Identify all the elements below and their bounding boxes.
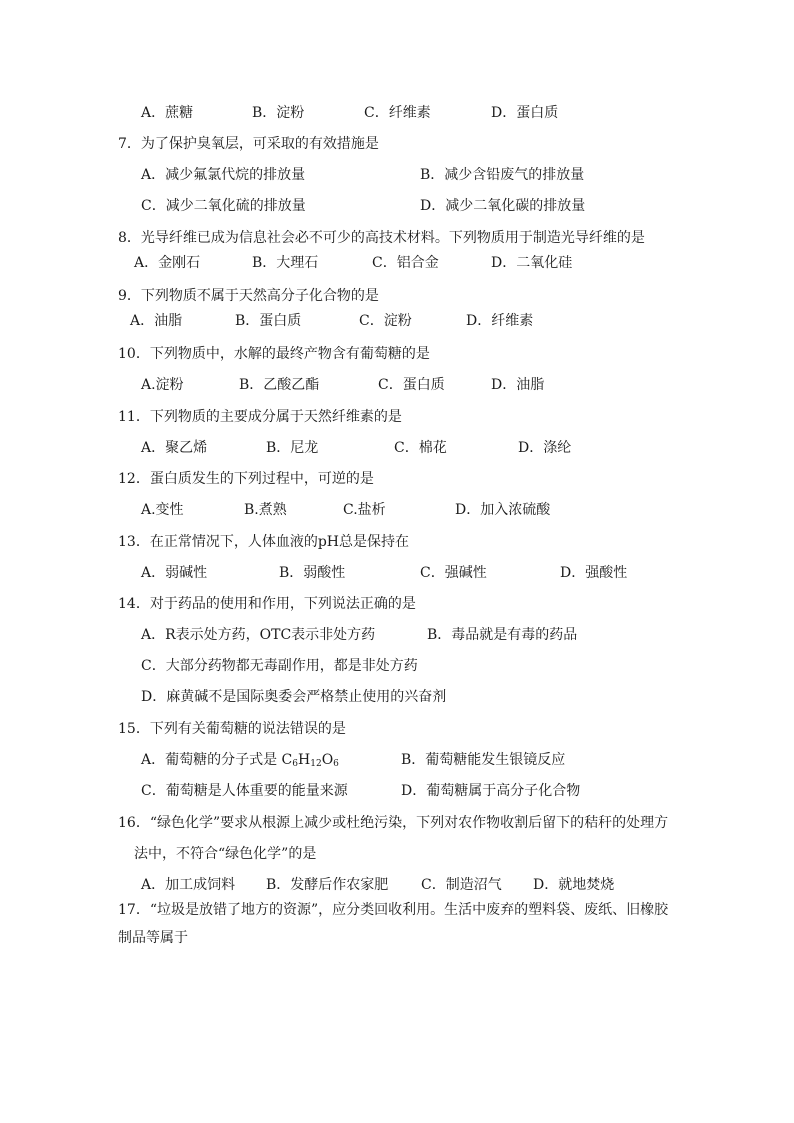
q17-stem-line1: 17．“垃圾是放错了地方的资源”，应分类回收利用。生活中废弃的塑料袋、废纸、旧橡胶 [118, 902, 669, 918]
q10-option-a: A.淀粉 [141, 377, 184, 393]
q13-option-b: B．弱酸性 [279, 565, 346, 581]
q16-option-a: A．加工成饲料 [141, 877, 236, 893]
q14-option-d: D．麻黄碱不是国际奥委会严格禁止使用的兴奋剂 [141, 689, 447, 705]
q12-option-a: A.变性 [141, 502, 184, 518]
q9-option-d: D．纤维素 [466, 313, 534, 329]
q8-option-d: D．二氧化硅 [491, 255, 573, 271]
q7-stem: 7．为了保护臭氧层，可采取的有效措施是 [118, 136, 379, 152]
q12-option-d: D．加入浓硫酸 [455, 502, 551, 518]
q6-option-a: A．蔗糖 [141, 105, 194, 121]
q9-option-b: B．蛋白质 [235, 313, 302, 329]
q14-option-a: A．R表示处方药，OTC表示非处方药 [141, 627, 376, 643]
q10-option-c: C．蛋白质 [378, 377, 445, 393]
q7-option-b: B．减少含铅废气的排放量 [420, 167, 585, 183]
q13-option-d: D．强酸性 [560, 565, 628, 581]
q11-stem: 11．下列物质的主要成分属于天然纤维素的是 [118, 409, 402, 425]
q8-stem: 8．光导纤维已成为信息社会必不可少的高技术材料。下列物质用于制造光导纤维的是 [118, 230, 645, 246]
q9-option-c: C．淀粉 [359, 313, 412, 329]
q15-option-d: D．葡萄糖属于高分子化合物 [401, 783, 581, 799]
q14-stem: 14．对于药品的使用和作用，下列说法正确的是 [118, 596, 416, 612]
q14-option-c: C．大部分药物都无毒副作用，都是非处方药 [141, 658, 418, 674]
q16-stem-line2: 法中，不符合“绿色化学”的是 [134, 846, 317, 862]
q8-option-b: B．大理石 [252, 255, 319, 271]
q8-option-a: A．金刚石 [134, 255, 201, 271]
q11-option-a: A．聚乙烯 [141, 440, 208, 456]
q15-stem: 15．下列有关葡萄糖的说法错误的是 [118, 721, 346, 737]
q6-option-d: D．蛋白质 [491, 105, 559, 121]
q10-stem: 10．下列物质中，水解的最终产物含有葡萄糖的是 [118, 346, 430, 362]
q11-option-b: B．尼龙 [266, 440, 319, 456]
q15-formula-o: O [321, 752, 334, 768]
q15-formula-sub-h: 12 [310, 759, 322, 769]
q16-stem-line1: 16．“绿色化学”要求从根源上减少或杜绝污染，下列对农作物收割后留下的秸秆的处理方 [118, 815, 669, 831]
q10-option-d: D．油脂 [491, 377, 545, 393]
q13-option-c: C．强碱性 [420, 565, 487, 581]
q15-option-c: C．葡萄糖是人体重要的能量来源 [141, 783, 348, 799]
q11-option-d: D．涤纶 [518, 440, 572, 456]
q12-option-c: C.盐析 [343, 502, 386, 518]
q14-option-b: B．毒品就是有毒的药品 [427, 627, 578, 643]
q6-option-c: C．纤维素 [364, 105, 431, 121]
q16-option-c: C．制造沼气 [421, 877, 502, 893]
q12-option-b: B.煮熟 [244, 502, 287, 518]
q15-option-a-text: A．葡萄糖的分子式是 C [141, 752, 293, 768]
q15-formula-sub-o: 6 [333, 759, 339, 769]
q7-option-a: A．减少氟氯代烷的排放量 [141, 167, 306, 183]
q6-option-b: B．淀粉 [252, 105, 305, 121]
q16-option-b: B．发酵后作农家肥 [266, 877, 389, 893]
q7-option-d: D．减少二氧化碳的排放量 [420, 198, 586, 214]
q8-option-c: C．铝合金 [372, 255, 439, 271]
q7-option-c: C．减少二氧化硫的排放量 [141, 198, 306, 214]
q13-option-a: A．弱碱性 [141, 565, 208, 581]
q10-option-b: B．乙酸乙酯 [239, 377, 320, 393]
q13-stem: 13．在正常情况下，人体血液的pH总是保持在 [118, 534, 409, 550]
q17-stem-line2: 制品等属于 [118, 930, 188, 946]
q15-option-b: B．葡萄糖能发生银镜反应 [401, 752, 566, 768]
q12-stem: 12．蛋白质发生的下列过程中，可逆的是 [118, 471, 374, 487]
q16-option-d: D．就地焚烧 [533, 877, 615, 893]
q15-formula-sub-c: 6 [292, 759, 299, 769]
q9-stem: 9．下列物质不属于天然高分子化合物的是 [118, 288, 379, 304]
q15-option-a [141, 751, 339, 773]
q15-formula-h: H [298, 752, 311, 768]
q11-option-c: C．棉花 [394, 440, 447, 456]
q9-option-a: A．油脂 [130, 313, 183, 329]
